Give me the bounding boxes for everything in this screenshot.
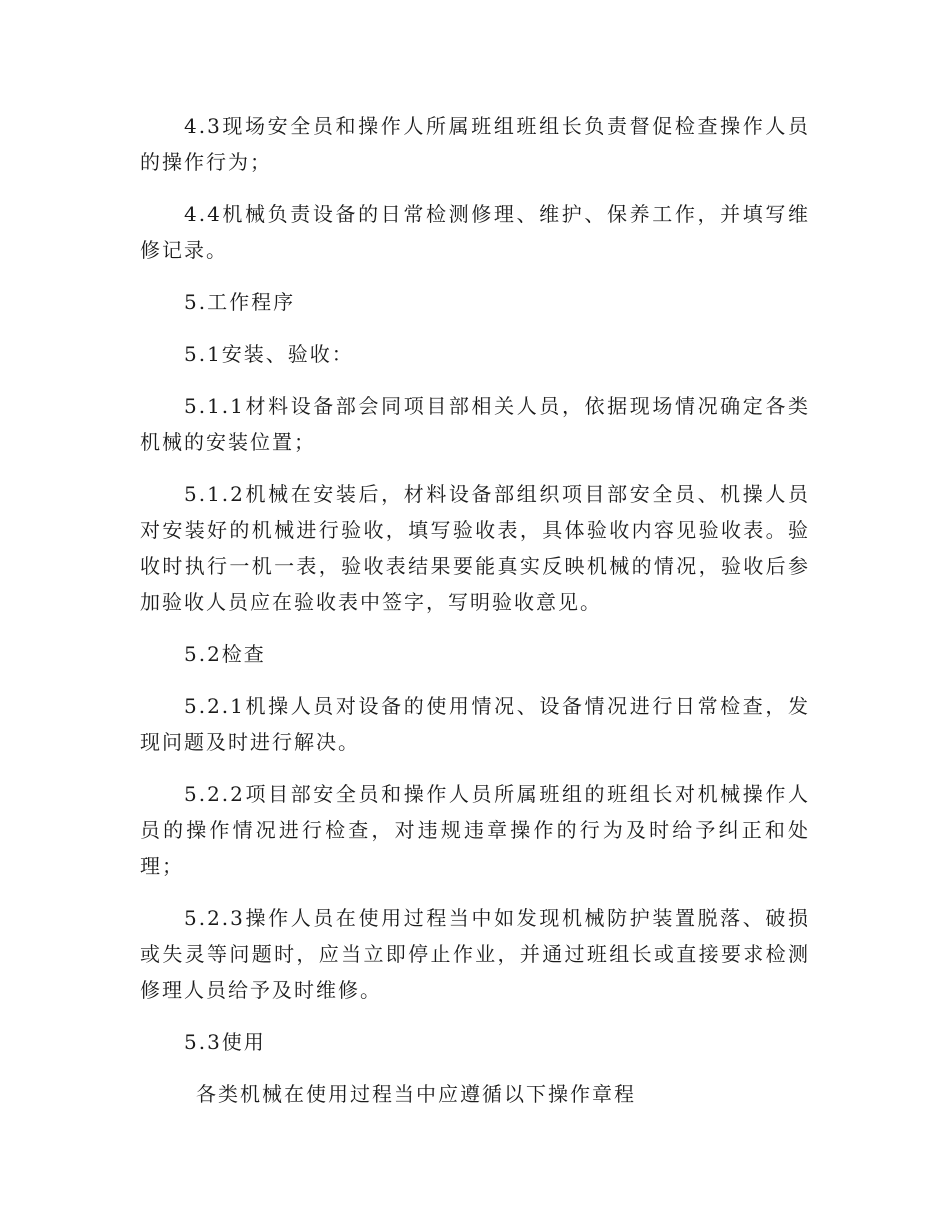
- section-heading-5-2: 5.2检查: [184, 642, 266, 666]
- paragraph-4-4: 4.4机械负责设备的日常检测修理、维护、保养工作，并填写维修记录。: [140, 202, 810, 262]
- paragraph-5-3-intro: 各类机械在使用过程当中应遵循以下操作章程: [196, 1082, 636, 1106]
- document-body: [140, 108, 810, 1128]
- section-heading-5: 5.工作程序: [184, 290, 296, 314]
- paragraph-4-3: 4.3现场安全员和操作人所属班组班组长负责督促检查操作人员的操作行为；: [140, 114, 810, 174]
- paragraph-5-2-1: 5.2.1机操人员对设备的使用情况、设备情况进行日常检查，发现问题及时进行解决。: [140, 694, 810, 754]
- paragraph-5-2-3: 5.2.3操作人员在使用过程当中如发现机械防护装置脱落、破损或失灵等问题时，应当立即停止作业，并通过班组长或直接要求检测修理人员给予及时维修。: [140, 906, 810, 1002]
- paragraph-5-2-2: 5.2.2项目部安全员和操作人员所属班组的班组长对机械操作人员的操作情况进行检查，对违规违章操作的行为及时给予纠正和处理；: [140, 782, 810, 878]
- paragraph-5-1-1: 5.1.1材料设备部会同项目部相关人员，依据现场情况确定各类机械的安装位置；: [140, 394, 810, 454]
- section-heading-5-3: 5.3使用: [184, 1030, 266, 1054]
- paragraph-5-1-2: 5.1.2机械在安装后，材料设备部组织项目部安全员、机操人员对安装好的机械进行验收，填写验收表，具体验收内容见验收表。验收时执行一机一表，验收表结果要能真实反映机械的情况，验收后参加验收人员应在验收表中签字，写明验收意见。: [140, 482, 810, 614]
- section-heading-5-1: 5.1安装、验收：: [184, 342, 354, 366]
